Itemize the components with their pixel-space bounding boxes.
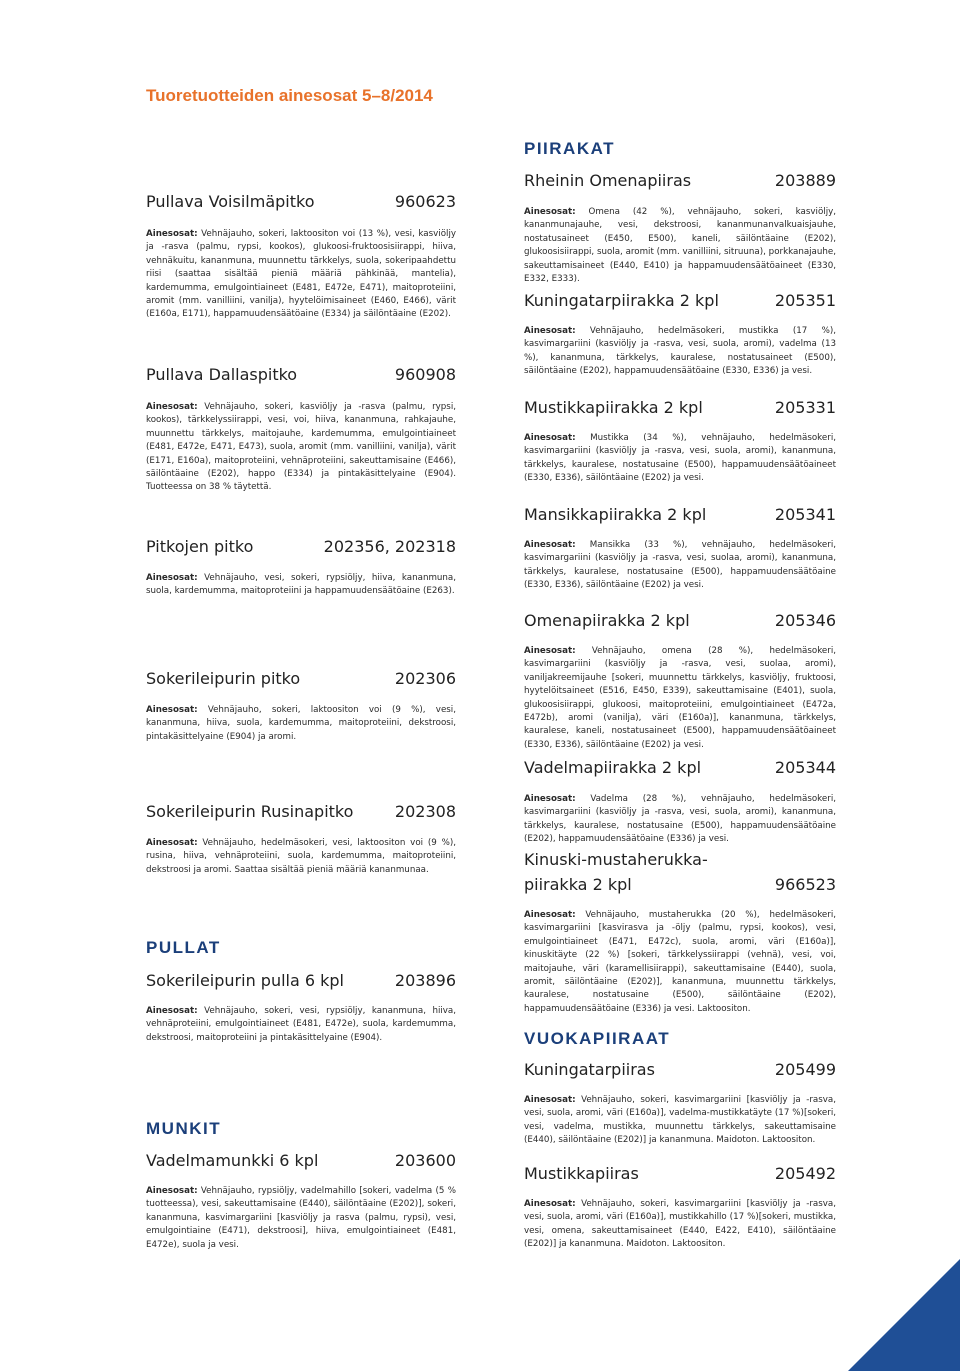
ingredients-label: Ainesosat: [524,326,576,336]
ingredients-text: Vehnäjauho, hedelmäsokeri, mustikka (17 %), kasvimargariini (kasviöljy ja -rasva, vesi, suola, aromi), vadelma (13 %), kananmuna, tärkkelys, kauralese, nostatusaineet (E500), säilöntäaine (E202), happamuudensäätöaine (E330, E336) ja vesi. [524,326,837,377]
product-name: Vadelmamunkki 6 kpl [146,1151,319,1170]
product-header [524,501,836,529]
product-ingredients [524,206,836,286]
ingredients-text: Vehnäjauho, hedelmäsokeri, vesi, laktoositon voi (9 %), rusina, hiiva, vehnäproteiini, suola, kardemumma, maitoproteiini, dekstroosi ja aromi. Saattaa sisältää pieniä määriä kananmunaa. [146,838,457,875]
product-code: 205341 [774,505,836,524]
product-ingredients [146,1005,456,1045]
product-name: Sokerileipurin Rusinapitko [146,802,354,821]
product-name: Pullava Dallaspitko [146,365,298,384]
product-ingredients [524,1094,836,1148]
ingredients-label: Ainesosat: [524,1199,576,1209]
ingredients-label: Ainesosat: [524,1095,576,1105]
section-heading-munkit: MUNKIT [146,1119,222,1138]
product-code: 205492 [774,1164,836,1183]
product-header [146,188,456,216]
product-code: 205346 [774,611,836,630]
ingredients-text: Mustikka (34 %), vehnäjauho, hedelmäsokeri, kasvimargariini (kasviöljy ja -rasva, vesi, suola, aromi), kananmuna, tärkkelys, kauralese, nostatusaine (E500), happamuudensäätöaineet (E330, E336), säilöntäaine (E202) ja vesi. [524,433,836,484]
product-ingredients [146,401,456,495]
product-header [524,394,836,422]
product-ingredients [524,909,836,1016]
product-header [146,665,456,693]
product-header [146,361,456,389]
product-ingredients [524,793,836,847]
ingredients-text: Vehnäjauho, omena (28 %), hedelmäsokeri, kasvimargariini (kasviöljy ja -rasva, vesi, suolaa, aromi), vaniljakreemijauhe [sokeri, muunnettu tärkkelys, kasviöljy, fruktoosi, hyytelöitsaineet (E516, E450, E339), sakeuttamisaine (E401), suola, glukoosisiirappi, glukoosi, maitoproteiini, emulgointiaineet (E472a, E472b), aromi (vanilja), väri (E160a)], kananmuna, tärkkelys, kauralese, kaneli, nostatusaineet (E500), happamuudensäätöaineet (E330, E336), säilöntäaine (E202) ja vesi. [524,646,837,750]
product-ingredients [524,1198,836,1252]
product-header [524,1160,836,1188]
product-header [524,1056,836,1084]
ingredients-label: Ainesosat: [146,573,198,583]
product-ingredients [146,228,456,322]
product-code: 202308 [394,802,456,821]
product-header [146,967,456,995]
left-column [146,0,456,1371]
ingredients-text: Vehnäjauho, vesi, sokeri, rypsiöljy, hiiva, kananmuna, suola, kardemumma, maitoproteiini ja happamuudensäätöaine (E263). [146,573,457,597]
product-ingredients [146,704,456,744]
ingredients-label: Ainesosat: [524,433,576,443]
ingredients-text: Mansikka (33 %), vehnäjauho, hedelmäsokeri, kasvimargariini (kasviöljy ja -rasva, vesi, suolaa, aromi), kananmuna, tärkkelys, kauralese, nostatusaine (E500), happamuudensäätöaine (E330, E336), säilöntäaine (E202) ja vesi. [524,540,836,591]
product-header [146,533,456,561]
section-heading-vuokapiiraat: VUOKAPIIRAAT [524,1029,671,1048]
ingredients-label: Ainesosat: [146,705,198,715]
ingredients-label: Ainesosat: [524,794,576,804]
ingredients-label: Ainesosat: [146,402,198,412]
ingredients-text: Vehnäjauho, sokeri, vesi, rypsiöljy, kananmuna, hiiva, vehnäproteiini, emulgointiaineet (E481, E472e), suola, kardemumma, dekstroosi, maitoproteiini ja pintakäsittelyaine (E904). [146,1006,457,1043]
product-header [524,871,836,899]
product-ingredients [524,539,836,593]
corner-triangle-shape [848,1259,960,1371]
page-title: Tuoretuotteiden ainesosat 5–8/2014 [146,86,433,105]
product-header [146,798,456,826]
section-heading-pullat: PULLAT [146,938,221,957]
product-code: 203600 [394,1151,456,1170]
product-ingredients [146,572,456,599]
product-code: 960623 [394,192,456,211]
product-name: Sokerileipurin pulla 6 kpl [146,971,344,990]
product-ingredients [146,1185,456,1252]
product-name: Pullava Voisilmäpitko [146,192,315,211]
product-code: 202356, 202318 [323,537,456,556]
product-header [524,754,836,782]
product-name: Mansikkapiirakka 2 kpl [524,505,707,524]
product-code: 205351 [774,291,836,310]
product-code: 205331 [774,398,836,417]
section-heading-piirakat: PIIRAKAT [524,139,616,158]
ingredients-text: Vehnäjauho, sokeri, laktoositon voi (9 %), vesi, kananmuna, hiiva, suola, kardemumma, maitoproteiini, dekstroosi, pintakäsittelyaine (E904) ja aromi. [146,705,456,742]
product-code: 960908 [394,365,456,384]
product-name: Vadelmapiirakka 2 kpl [524,758,702,777]
product-header [524,607,836,635]
right-column [524,0,836,1371]
ingredients-label: Ainesosat: [146,1186,198,1196]
product-name: Kinuski-mustaherukka- [524,850,708,869]
ingredients-text: Vehnäjauho, sokeri, laktoositon voi (13 %), vesi, kasviöljy ja -rasva (palmu, rypsi, kookos), glukoosi-fruktoosisiirappi, hiiva, vehnäkuitu, kananmuna, muunnettu tärkkelys, suola, sokeripaahdettu riisi (saattaa sisältää pieniä määriä pähkinää, mantelia), kardemumma, emulgointiaineet (E481, E472e, E471), maitoproteiini, aromit (mm. vanilliini, vanilja), hyytelöimisaineet (E460, E466), värit (E160a, E171), happamuudensäätöaine (E334) ja säilöntäaine (E202). [146,229,456,320]
ingredients-label: Ainesosat: [524,207,576,217]
ingredients-label: Ainesosat: [524,646,576,656]
product-name: piirakka 2 kpl [524,875,632,894]
product-ingredients [524,432,836,486]
product-ingredients [524,325,836,379]
ingredients-label: Ainesosat: [146,838,198,848]
ingredients-text: Vehnäjauho, mustaherukka (20 %), hedelmäsokeri, kasvimargariini [kasvirasva ja -öljy (palmu, rypsi, kookos), vesi, emulgointiaineet (E471, E472c), suola, aromi, väri (E160a)], kinuskitäyte (22 %) [sokeri, tärkkelyssiirappi (vehnä), vesi, voi, maitojauhe, väri (karamellisiirappi), sakeuttamisaine (E440), suola, aromit, säilöntäaine (E202)], kananmuna, muunnettu tärkkelys, kauralese, nostatusaine (E500), säilöntäaine (E202), happamuudensäätöaine (E336) ja vesi. Laktoositon. [524,910,837,1014]
product-name: Mustikkapiiras [524,1164,639,1183]
ingredients-label: Ainesosat: [524,910,576,920]
product-ingredients [524,645,836,752]
ingredients-text: Vehnäjauho, sokeri, kasvimargariini [kasviöljy ja -rasva, vesi, suola, aromi, väri (E160a)], mustikkahillo (17 %)[sokeri, mustikka, vesi, omena, sakeuttamisaineet (E440, E422, E410), säilöntäaine (E202)] ja kananmuna. Maidoton. Laktoositon. [524,1199,836,1250]
ingredients-label: Ainesosat: [146,1006,198,1016]
product-code: 203896 [394,971,456,990]
product-header [146,1147,456,1175]
ingredients-text: Vadelma (28 %), vehnäjauho, hedelmäsokeri, kasvimargariini (kasviöljy ja -rasva, vesi, suola, aromi), kananmuna, tärkkelys, kauralese, nostatusaine (E500), happamuudensäätöaine (E202), happamuudensäätöaine (E336) ja vesi. [524,794,836,845]
product-ingredients [146,837,456,877]
product-name: Kuningatarpiirakka 2 kpl [524,291,719,310]
page-number: 7 [892,1277,900,1293]
product-name: Kuningatarpiiras [524,1060,655,1079]
product-header [524,167,836,195]
product-name: Rheinin Omenapiiras [524,171,692,190]
product-code: 202306 [394,669,456,688]
product-code: 203889 [774,171,836,190]
product-name: Mustikkapiirakka 2 kpl [524,398,703,417]
ingredients-label: Ainesosat: [146,229,198,239]
ingredients-text: Vehnäjauho, sokeri, kasviöljy ja -rasva (palmu, rypsi, kookos), tärkkelyssiirappi, vesi, voi, hiiva, kananmuna, rahkajauhe, muunnettu tärkkelys, maitojauhe, kardemumma, emulgointiaineet (E481, E472e, E471, E473), suola, aromit (mm. vanilliini, vanilja), värit (E171, E160a), maitoproteiini, vehnäproteiini, sakeuttamisaine (E466), säilöntäaine (E202), happo (E334) ja pintakäsittelyaine (E904). Tuotteessa on 38 % täytettä. [146,402,456,493]
product-header [524,287,836,315]
product-name: Omenapiirakka 2 kpl [524,611,690,630]
product-code: 205344 [774,758,836,777]
product-header [524,846,836,874]
product-code: 205499 [774,1060,836,1079]
product-code: 966523 [774,875,836,894]
ingredients-label: Ainesosat: [524,540,576,550]
product-name: Sokerileipurin pitko [146,669,301,688]
ingredients-text: Vehnäjauho, rypsiöljy, vadelmahillo [sokeri, vadelma (5 % tuotteessa), vesi, sakeuttamisaine (E440), säilöntäaine (E202)], sokeri, kananmuna, kasvimargariini [kasviöljy ja rasva (palmu, rypsi), vesi, emulgointiaine (E471), dekstroosi], hiiva, emulgointiaineet (E481, E472e), suola ja vesi. [146,1186,456,1250]
corner-triangle [848,1259,960,1371]
ingredients-text: Omena (42 %), vehnäjauho, sokeri, kasviöljy, kananmunajauhe, vesi, dekstroosi, kananmunanvalkuaisjauhe, nostatusaineet (E450, E500), kaneli, säilöntäaine (E202), glukoosisiirappi, suola, aromit (mm. vanilliini, sitruuna), porkkanajauhe, sakeuttamisaineet (E440, E410) ja happamuudensäätöaineet (E330, E332, E333). [524,207,837,285]
ingredients-text: Vehnäjauho, sokeri, kasvimargariini [kasviöljy ja -rasva, vesi, suola, aromi, väri (E160a)], vadelma-mustikkatäyte (17 %)[sokeri, vesi, vadelma, mustikka, muunnettu tärkkelys, sakeuttamisaine (E440), säilöntäaine (E202)] ja kananmuna. Maidoton. Laktoositon. [524,1095,836,1146]
product-name: Pitkojen pitko [146,537,254,556]
